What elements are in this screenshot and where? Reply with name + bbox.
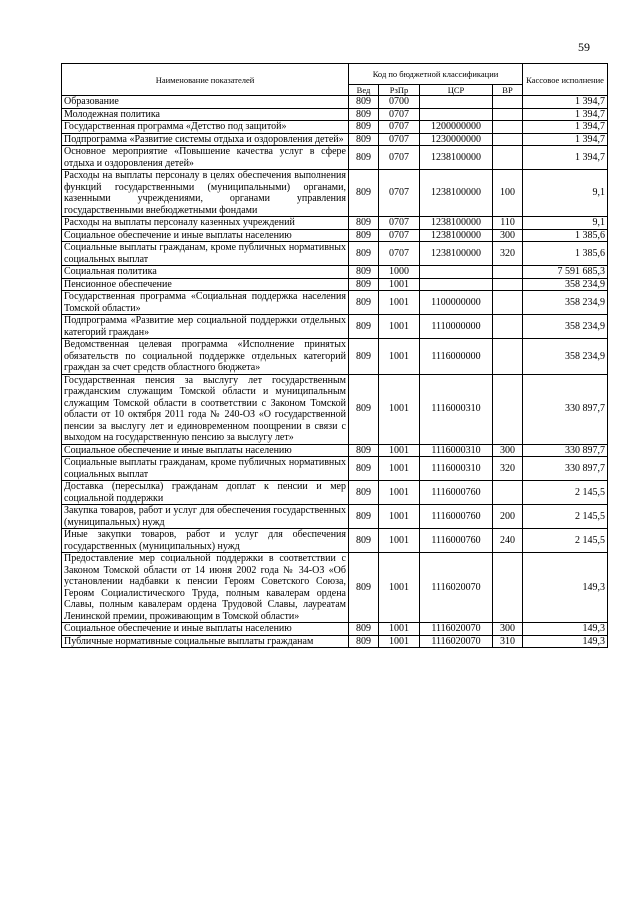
row-vr: 300 [493, 623, 523, 636]
row-rzpr: 1001 [379, 529, 420, 553]
row-csr: 1116000310 [420, 457, 493, 481]
row-amount: 1 394,7 [523, 133, 608, 146]
row-ved: 809 [349, 170, 379, 217]
row-name: Образование [62, 96, 349, 109]
table-row [62, 121, 608, 134]
row-csr [420, 266, 493, 279]
header-csr: ЦСР [420, 85, 493, 96]
row-rzpr: 1000 [379, 266, 420, 279]
row-name: Социальные выплаты гражданам, кроме публичных нормативных социальных выплат [62, 242, 349, 266]
row-rzpr: 0707 [379, 242, 420, 266]
row-ved: 809 [349, 444, 379, 457]
row-vr [493, 315, 523, 339]
row-amount: 1 394,7 [523, 108, 608, 121]
row-vr: 320 [493, 242, 523, 266]
row-name: Социальные выплаты гражданам, кроме публичных нормативных социальных выплат [62, 457, 349, 481]
row-csr: 1116000760 [420, 481, 493, 505]
row-rzpr: 1001 [379, 374, 420, 444]
row-name: Ведомственная целевая программа «Исполнение принятых обязательств по социальной поддержке отдельных категорий граждан за счет средств областного бюджета» [62, 339, 349, 375]
row-vr [493, 278, 523, 291]
row-ved: 809 [349, 623, 379, 636]
row-rzpr: 0707 [379, 170, 420, 217]
row-name: Закупка товаров, работ и услуг для обеспечения государственных (муниципальных) нужд [62, 505, 349, 529]
header-name: Наименование показателей [62, 64, 349, 96]
row-csr: 1116000000 [420, 339, 493, 375]
table-row [62, 291, 608, 315]
row-vr: 240 [493, 529, 523, 553]
row-amount: 358 234,9 [523, 315, 608, 339]
table-row [62, 229, 608, 242]
table-row [62, 133, 608, 146]
row-amount: 1 394,7 [523, 121, 608, 134]
row-ved: 809 [349, 339, 379, 375]
row-rzpr: 1001 [379, 291, 420, 315]
row-amount: 7 591 685,3 [523, 266, 608, 279]
row-vr [493, 291, 523, 315]
row-name: Публичные нормативные социальные выплаты гражданам [62, 635, 349, 648]
row-name: Государственная программа «Социальная поддержка населения Томской области» [62, 291, 349, 315]
row-csr: 1116000310 [420, 444, 493, 457]
row-rzpr: 1001 [379, 457, 420, 481]
row-ved: 809 [349, 374, 379, 444]
row-csr: 1230000000 [420, 133, 493, 146]
table-row [62, 374, 608, 444]
row-vr: 200 [493, 505, 523, 529]
row-amount: 2 145,5 [523, 505, 608, 529]
row-vr: 110 [493, 217, 523, 230]
table-row [62, 444, 608, 457]
row-rzpr: 1001 [379, 339, 420, 375]
row-rzpr: 1001 [379, 623, 420, 636]
row-amount: 330 897,7 [523, 374, 608, 444]
table-row [62, 96, 608, 109]
row-vr [493, 146, 523, 170]
row-ved: 809 [349, 635, 379, 648]
row-vr [493, 266, 523, 279]
row-amount: 330 897,7 [523, 444, 608, 457]
row-name: Государственная пенсия за выслугу лет государственным гражданским служащим Томской области и муниципальным служащим Томской области в соответствии с Законом Томской области от 10 октября 2011 года № 240-ОЗ «О государственной пенсии за выслугу лет и единовременном поощрении в связи с выходом на государственную пенсию за выслугу лет» [62, 374, 349, 444]
row-vr [493, 96, 523, 109]
row-ved: 809 [349, 108, 379, 121]
row-csr: 1238100000 [420, 229, 493, 242]
row-name: Расходы на выплаты персоналу казенных учреждений [62, 217, 349, 230]
row-name: Расходы на выплаты персоналу в целях обеспечения выполнения функций государственными (муниципальными) органами, казенными учреждениями, органами управления государственными внебюджетными фондами [62, 170, 349, 217]
row-amount: 149,3 [523, 553, 608, 623]
table-row [62, 315, 608, 339]
page-number: 59 [578, 40, 590, 54]
row-csr: 1116020070 [420, 553, 493, 623]
header-code-group: Код по бюджетной классификации [349, 64, 523, 85]
table-row [62, 635, 608, 648]
row-amount: 358 234,9 [523, 339, 608, 375]
table-row [62, 553, 608, 623]
row-ved: 809 [349, 217, 379, 230]
row-name: Предоставление мер социальной поддержки в соответствии с Законом Томской области от 14 июня 2002 года № 34-ОЗ «Об установлении надбавки к пенсии Героям Советского Союза, Героям Социалистического Труда, полным кавалерам ордена Славы, полным кавалерам ордена Трудовой Славы, лауреатам Ленинской премии, проживающим в Томской области» [62, 553, 349, 623]
row-ved: 809 [349, 505, 379, 529]
row-csr: 1110000000 [420, 315, 493, 339]
row-vr [493, 121, 523, 134]
row-name: Подпрограмма «Развитие мер социальной поддержки отдельных категорий граждан» [62, 315, 349, 339]
row-name: Подпрограмма «Развитие системы отдыха и оздоровления детей» [62, 133, 349, 146]
row-amount: 2 145,5 [523, 529, 608, 553]
table-row [62, 529, 608, 553]
row-rzpr: 0707 [379, 229, 420, 242]
row-ved: 809 [349, 146, 379, 170]
row-rzpr: 1001 [379, 505, 420, 529]
row-csr [420, 278, 493, 291]
row-name: Социальное обеспечение и иные выплаты населению [62, 444, 349, 457]
row-amount: 9,1 [523, 170, 608, 217]
row-vr: 320 [493, 457, 523, 481]
row-amount: 149,3 [523, 635, 608, 648]
row-csr: 1116020070 [420, 635, 493, 648]
row-amount: 2 145,5 [523, 481, 608, 505]
table-row [62, 623, 608, 636]
row-name: Пенсионное обеспечение [62, 278, 349, 291]
row-csr [420, 96, 493, 109]
row-rzpr: 0707 [379, 108, 420, 121]
row-amount: 1 385,6 [523, 229, 608, 242]
row-name: Иные закупки товаров, работ и услуг для обеспечения государственных (муниципальных) нужд [62, 529, 349, 553]
row-name: Молодежная политика [62, 108, 349, 121]
row-rzpr: 0700 [379, 96, 420, 109]
row-rzpr: 1001 [379, 553, 420, 623]
row-csr: 1100000000 [420, 291, 493, 315]
row-name: Социальная политика [62, 266, 349, 279]
row-csr: 1116020070 [420, 623, 493, 636]
row-csr: 1116000760 [420, 505, 493, 529]
row-vr [493, 133, 523, 146]
row-vr [493, 339, 523, 375]
header-rzpr: РзПр [379, 85, 420, 96]
table-row [62, 266, 608, 279]
table-row [62, 170, 608, 217]
row-ved: 809 [349, 242, 379, 266]
row-ved: 809 [349, 96, 379, 109]
table-row [62, 217, 608, 230]
row-vr: 100 [493, 170, 523, 217]
row-rzpr: 1001 [379, 444, 420, 457]
row-csr: 1238100000 [420, 170, 493, 217]
row-rzpr: 1001 [379, 278, 420, 291]
budget-table [61, 63, 608, 648]
row-amount: 358 234,9 [523, 291, 608, 315]
row-name: Доставка (пересылка) гражданам доплат к пенсии и мер социальной поддержки [62, 481, 349, 505]
row-csr: 1116000310 [420, 374, 493, 444]
row-ved: 809 [349, 481, 379, 505]
row-vr [493, 108, 523, 121]
row-ved: 809 [349, 315, 379, 339]
row-rzpr: 0707 [379, 217, 420, 230]
row-amount: 1 394,7 [523, 96, 608, 109]
table-row [62, 242, 608, 266]
row-rzpr: 1001 [379, 481, 420, 505]
table-row [62, 457, 608, 481]
row-ved: 809 [349, 121, 379, 134]
row-vr: 310 [493, 635, 523, 648]
row-ved: 809 [349, 278, 379, 291]
row-csr: 1238100000 [420, 217, 493, 230]
table-header-row [62, 64, 608, 85]
row-csr: 1116000760 [420, 529, 493, 553]
header-execution: Кассовое исполнение [523, 64, 608, 96]
row-rzpr: 0707 [379, 121, 420, 134]
row-amount: 149,3 [523, 623, 608, 636]
row-name: Основное мероприятие «Повышение качества услуг в сфере отдыха и оздоровления детей» [62, 146, 349, 170]
row-amount: 9,1 [523, 217, 608, 230]
row-amount: 358 234,9 [523, 278, 608, 291]
row-amount: 330 897,7 [523, 457, 608, 481]
row-vr [493, 481, 523, 505]
row-ved: 809 [349, 457, 379, 481]
row-vr [493, 374, 523, 444]
row-name: Социальное обеспечение и иные выплаты населению [62, 623, 349, 636]
table-row [62, 505, 608, 529]
row-rzpr: 0707 [379, 146, 420, 170]
row-ved: 809 [349, 266, 379, 279]
row-name: Государственная программа «Детство под защитой» [62, 121, 349, 134]
row-name: Социальное обеспечение и иные выплаты населению [62, 229, 349, 242]
header-ved: Вед [349, 85, 379, 96]
row-vr: 300 [493, 444, 523, 457]
table-row [62, 278, 608, 291]
row-rzpr: 1001 [379, 635, 420, 648]
table-row [62, 339, 608, 375]
row-vr [493, 553, 523, 623]
row-amount: 1 385,6 [523, 242, 608, 266]
row-rzpr: 0707 [379, 133, 420, 146]
row-amount: 1 394,7 [523, 146, 608, 170]
row-csr: 1200000000 [420, 121, 493, 134]
row-rzpr: 1001 [379, 315, 420, 339]
table-row [62, 481, 608, 505]
header-vr: ВР [493, 85, 523, 96]
table-row [62, 146, 608, 170]
row-ved: 809 [349, 553, 379, 623]
row-vr: 300 [493, 229, 523, 242]
row-ved: 809 [349, 291, 379, 315]
table-row [62, 108, 608, 121]
row-csr [420, 108, 493, 121]
row-ved: 809 [349, 229, 379, 242]
row-csr: 1238100000 [420, 242, 493, 266]
row-ved: 809 [349, 529, 379, 553]
row-ved: 809 [349, 133, 379, 146]
row-csr: 1238100000 [420, 146, 493, 170]
